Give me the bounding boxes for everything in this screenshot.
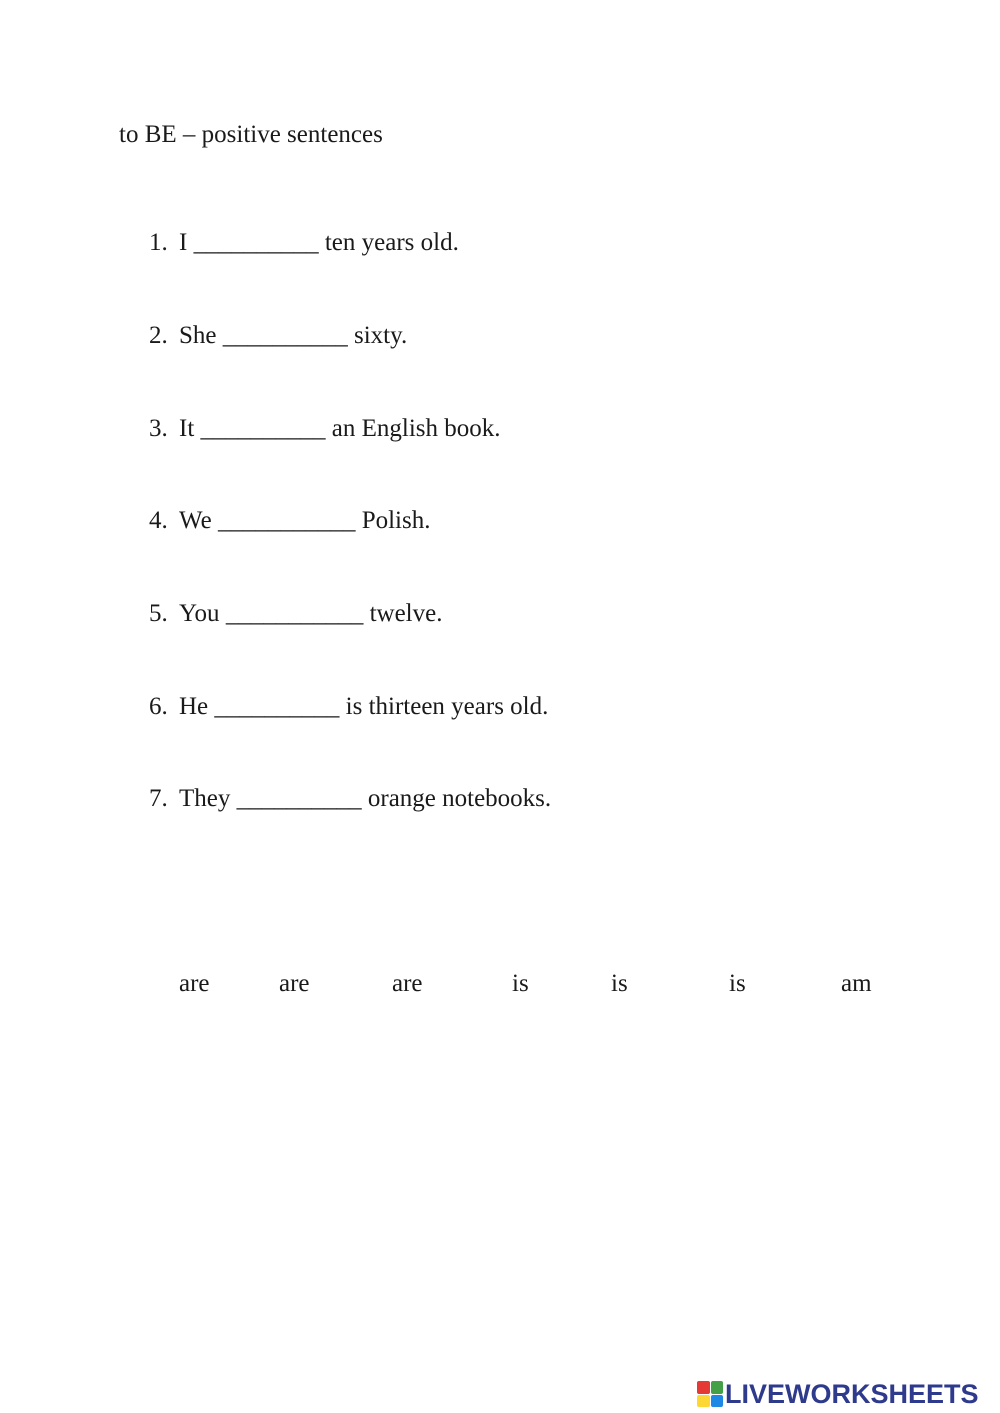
answer-blank[interactable]: __________: [200, 415, 326, 442]
item-number: 5.: [149, 600, 168, 627]
item-rest: ten years old.: [324, 229, 459, 256]
exercise-item-5: [149, 598, 442, 630]
item-number: 4.: [149, 507, 168, 534]
word-bank-item[interactable]: are: [279, 970, 310, 997]
item-subject: It: [179, 415, 195, 442]
item-number: 7.: [149, 785, 168, 812]
answer-blank[interactable]: __________: [193, 229, 319, 256]
word-bank-item[interactable]: are: [179, 970, 210, 997]
item-rest: Polish.: [361, 507, 431, 534]
word-bank-item[interactable]: are: [392, 970, 423, 997]
answer-blank[interactable]: __________: [214, 693, 340, 720]
word-bank: [0, 968, 1000, 1002]
item-number: 6.: [149, 693, 168, 720]
exercise-item-1: [149, 227, 459, 259]
item-rest: twelve.: [369, 600, 443, 627]
item-subject: She: [179, 322, 217, 349]
item-rest: orange notebooks.: [367, 785, 552, 812]
item-rest: is thirteen years old.: [345, 693, 549, 720]
item-number: 2.: [149, 322, 168, 349]
item-rest: sixty.: [354, 322, 408, 349]
brand-name: LIVEWORKSHEETS: [725, 1379, 979, 1409]
word-bank-item[interactable]: is: [512, 970, 529, 997]
item-subject: They: [179, 785, 231, 812]
liveworksheets-logo-icon: [697, 1381, 723, 1407]
item-subject: He: [179, 693, 209, 720]
word-bank-item[interactable]: is: [611, 970, 628, 997]
item-subject: You: [179, 600, 220, 627]
item-number: 1.: [149, 229, 168, 256]
page-title: to BE – positive sentences: [119, 121, 383, 148]
answer-blank[interactable]: ___________: [217, 507, 356, 534]
exercise-item-4: [149, 505, 430, 537]
exercise-item-2: [149, 320, 407, 352]
item-subject: We: [179, 507, 212, 534]
answer-blank[interactable]: __________: [236, 785, 362, 812]
answer-blank[interactable]: __________: [222, 322, 348, 349]
item-number: 3.: [149, 415, 168, 442]
exercise-item-7: [149, 783, 551, 815]
exercise-item-6: [149, 691, 548, 723]
item-rest: an English book.: [331, 415, 501, 442]
item-subject: I: [179, 229, 188, 256]
brand-watermark[interactable]: [697, 1377, 979, 1411]
word-bank-item[interactable]: am: [841, 970, 872, 997]
answer-blank[interactable]: ___________: [225, 600, 364, 627]
exercise-item-3: [149, 413, 501, 445]
word-bank-item[interactable]: is: [729, 970, 746, 997]
